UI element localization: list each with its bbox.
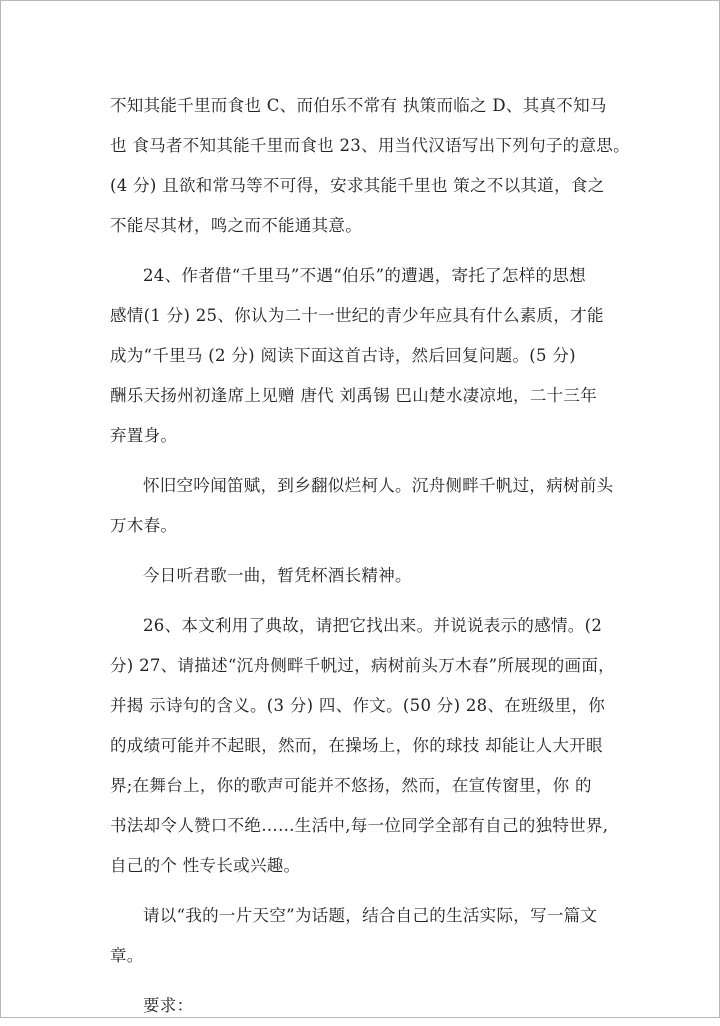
text-line: 26、本文利用了典故，请把它找出来。并说说表示的感情。(2 — [143, 616, 603, 635]
text-line: 的成绩可能并不起眼，然而，在操场上，你的球技 却能让人大开眼 — [110, 736, 603, 755]
text-line: 成为“千里马 (2 分) 阅读下面这首古诗，然后回复问题。(5 分) — [110, 346, 576, 365]
document-body — [110, 86, 630, 1026]
text-line: 章。 — [110, 946, 144, 965]
text-line: 不能尽其材，鸣之而不能通其意。 — [110, 216, 362, 235]
paragraph-gap — [110, 596, 620, 606]
text-line: 请以“我的一片天空”为话题，结合自己的生活实际，写一篇文 — [143, 906, 598, 925]
text-line: 分) 27、请描述“沉舟侧畔千帆过，病树前头万木春”所展现的画面， — [110, 656, 615, 675]
paragraph-gap — [110, 546, 620, 556]
text-line: 感情(1 分) 25、你认为二十一世纪的青少年应具有什么素质，才能 — [110, 306, 604, 325]
text-line: 也 食马者不知其能千里而食也 23、用当代汉语写出下列句子的意思。 — [110, 136, 630, 155]
text-line: 书法却令人赞口不绝……生活中,每一位同学全部有自己的独特世界, — [110, 816, 609, 835]
paragraph-gap — [110, 886, 620, 896]
text-line: (4 分) 且欲和常马等不可得，安求其能千里也 策之不以其道，食之 — [110, 176, 605, 195]
text-line: 24、作者借“千里马”不遇“伯乐”的遭遇，寄托了怎样的思想 — [143, 266, 586, 285]
text-line: 不知其能千里而食也 C、而伯乐不常有 执策而临之 D、其真不知马 — [110, 96, 607, 115]
text-line: 并揭 示诗句的含义。(3 分) 四、作文。(50 分) 28、在班级里，你 — [110, 696, 606, 715]
text-line: 万木春。 — [110, 516, 178, 535]
text-line: 自己的个 性专长或兴趣。 — [110, 856, 301, 875]
text-line: 弃置身。 — [110, 426, 178, 445]
text-line: 今日听君歌一曲，暂凭杯酒长精神。 — [143, 566, 412, 585]
paragraph-gap — [110, 976, 620, 986]
paragraph-gap — [110, 246, 620, 256]
text-line: 要求： — [143, 996, 194, 1015]
text-line: 怀旧空吟闻笛赋，到乡翻似烂柯人。沉舟侧畔千帆过，病树前头 — [143, 476, 614, 495]
paragraph-gap — [110, 456, 620, 466]
text-line: 酬乐天扬州初逢席上见赠 唐代 刘禹锡 巴山楚水凄凉地，二十三年 — [110, 386, 598, 405]
text-line: 界;在舞台上，你的歌声可能并不悠扬，然而，在宣传窗里，你 的 — [110, 776, 592, 795]
